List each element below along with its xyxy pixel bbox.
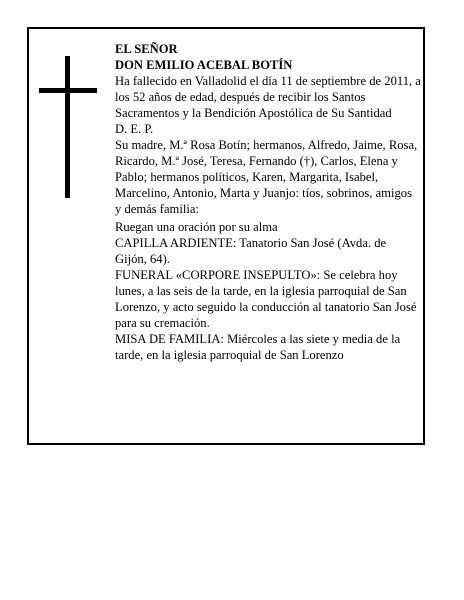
death-info: Ha fallecido en Valladolid el día 11 de septiembre de 2011, a los 52 años de edad, después de recibir los Santos Sacramentos y la Bendición Apostólica de Su Santidad (115, 74, 421, 120)
prayer-request: Ruegan una oración por su alma (115, 220, 278, 234)
cross-icon (39, 56, 97, 198)
rip-text: D. E. P. (115, 122, 154, 136)
family-mass-info: MISA DE FAMILIA: Miércoles a las siete y media de la tarde, en la iglesia parroquial de San Lorenzo (115, 332, 401, 362)
deceased-name: DON EMILIO ACEBAL BOTÍN (115, 58, 293, 72)
cross-vertical-bar (65, 56, 70, 198)
family-list: Su madre, M.ª Rosa Botín; hermanos, Alfredo, Jaime, Rosa, Ricardo, M.ª José, Teresa, Fernando (†), Carlos, Elena y Pablo; hermanos políticos, Karen, Margarita, Isabel, Marcelino, Antonio, Marta y Juanjo: tíos, sobrinos, amigos y demás familia: (115, 138, 418, 216)
chapel-info: CAPILLA ARDIENTE: Tanatorio San José (Avda. de Gijón, 64). (115, 236, 387, 266)
obituary-notice (27, 27, 425, 445)
notice-body (115, 41, 421, 363)
cross-horizontal-bar (39, 88, 97, 93)
funeral-info: FUNERAL «CORPORE INSEPULTO»: Se celebra hoy lunes, a las seis de la tarde, en la iglesia parroquial de San Lorenzo, y acto seguido la conducción al tanatorio San José para su cremación. (115, 268, 417, 330)
notice-title-line1: EL SEÑOR (115, 42, 178, 56)
